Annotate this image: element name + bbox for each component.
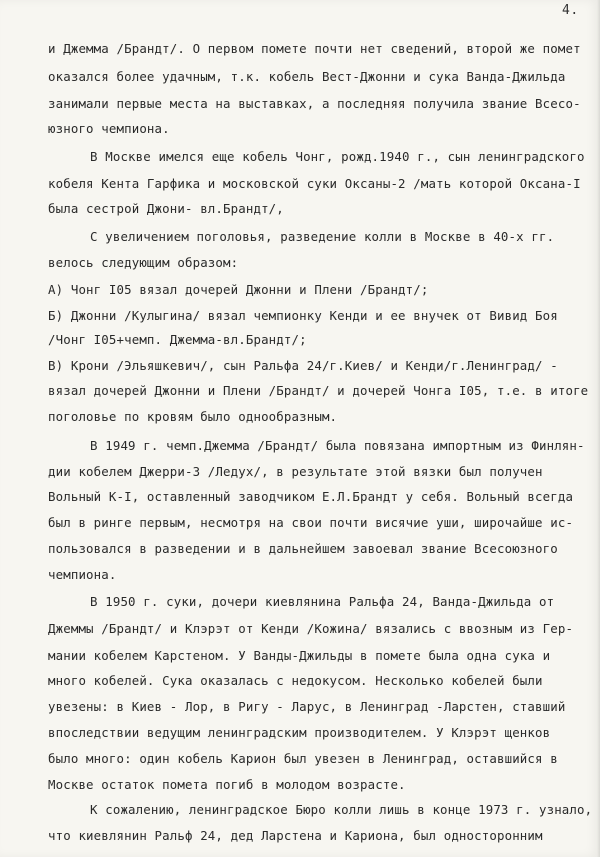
text-line: много кобелей. Сука оказалась с недокусом. Несколько кобелей были: [48, 673, 543, 688]
text-line: В 1949 г. чемп.Джемма /Брандт/ была повязана импортным из Финлян-: [90, 438, 585, 453]
text-line: была сестрой Джони- вл.Брандт/,: [48, 201, 284, 216]
text-line: увезены: в Киев - Лор, в Ригу - Ларус, в Ленинград -Ларстен, ставший: [48, 699, 566, 714]
text-line: мании кобелем Карстеном. У Ванды-Джильды в помете была одна сука и: [48, 648, 551, 663]
text-line: кобеля Кента Гарфика и московской суки Оксаны-2 /мать которой Оксана-I: [48, 176, 581, 191]
text-line: Джеммы /Брандт/ и Клэрэт от Кенди /Кожина/ вязались с ввозным из Гер-: [48, 621, 574, 636]
text-line: В 1950 г. суки, дочери киевлянина Ральфа 24, Ванда-Джильда от: [90, 594, 555, 609]
text-line: дии кобелем Джерри-3 /Ледух/, в результате этой вязки был получен: [48, 464, 543, 479]
text-line: было много: один кобель Карион был увезен в Ленинград, оставшийся в: [48, 751, 558, 766]
text-line: вязал дочерей Джонни и Плени /Брандт/ и дочерей Чонга I05, т.е. в итоге: [48, 383, 589, 398]
text-line: Б) Джонни /Кулыгина/ вязал чемпионку Кенди и ее внучек от Вивид Боя: [48, 308, 558, 323]
text-line: и Джемма /Брандт/. О первом помете почти нет сведений, второй же помет: [48, 41, 581, 56]
text-line: В) Крони /Эльяшкевич/, сын Ральфа 24/г.Киев/ и Кенди/г.Ленинград/ -: [48, 358, 558, 373]
text-line: поголовье по кровям было однообразным.: [48, 409, 338, 424]
text-line: впоследствии ведущим ленинградским производителем. У Клэрэт щенков: [48, 725, 551, 740]
page-number: 4.: [562, 3, 579, 18]
text-line: Москве остаток помета погиб в молодом возрасте.: [48, 777, 406, 792]
text-line: С увеличением поголовья, разведение колли в Москве в 40-х гг.: [90, 229, 555, 244]
text-line: юзного чемпиона.: [48, 121, 170, 136]
text-line: занимали первые места на выставках, а последняя получила звание Всесо-: [48, 96, 581, 111]
text-line: чемпиона.: [48, 567, 117, 582]
text-line: пользовался в разведении и в дальнейшем завоевал звание Всесоюзного: [48, 541, 558, 556]
text-line: велось следующим образом:: [48, 255, 239, 270]
text-line: Вольный К-I, оставленный заводчиком Е.Л.Брандт у себя. Вольный всегда: [48, 489, 574, 504]
text-line: что киевлянин Ральф 24, дед Ларстена и Кариона, был односторонним: [48, 828, 543, 843]
text-line: К сожалению, ленинградское Бюро колли лишь в конце 1973 г. узнало,: [90, 802, 593, 817]
text-line: В Москве имелся еще кобель Чонг, рожд.1940 г., сын ленинградского: [90, 149, 585, 164]
text-line: А) Чонг I05 вязал дочерей Джонни и Плени /Брандт/;: [48, 282, 429, 297]
text-line: /Чонг I05+чемп. Джемма-вл.Брандт/;: [48, 332, 307, 347]
text-line: оказался более удачным, т.к. кобель Вест-Джонни и сука Ванда-Джильда: [48, 69, 566, 84]
text-line: был в ринге первым, несмотря на свои почти висячие уши, широчайше ис-: [48, 515, 574, 530]
